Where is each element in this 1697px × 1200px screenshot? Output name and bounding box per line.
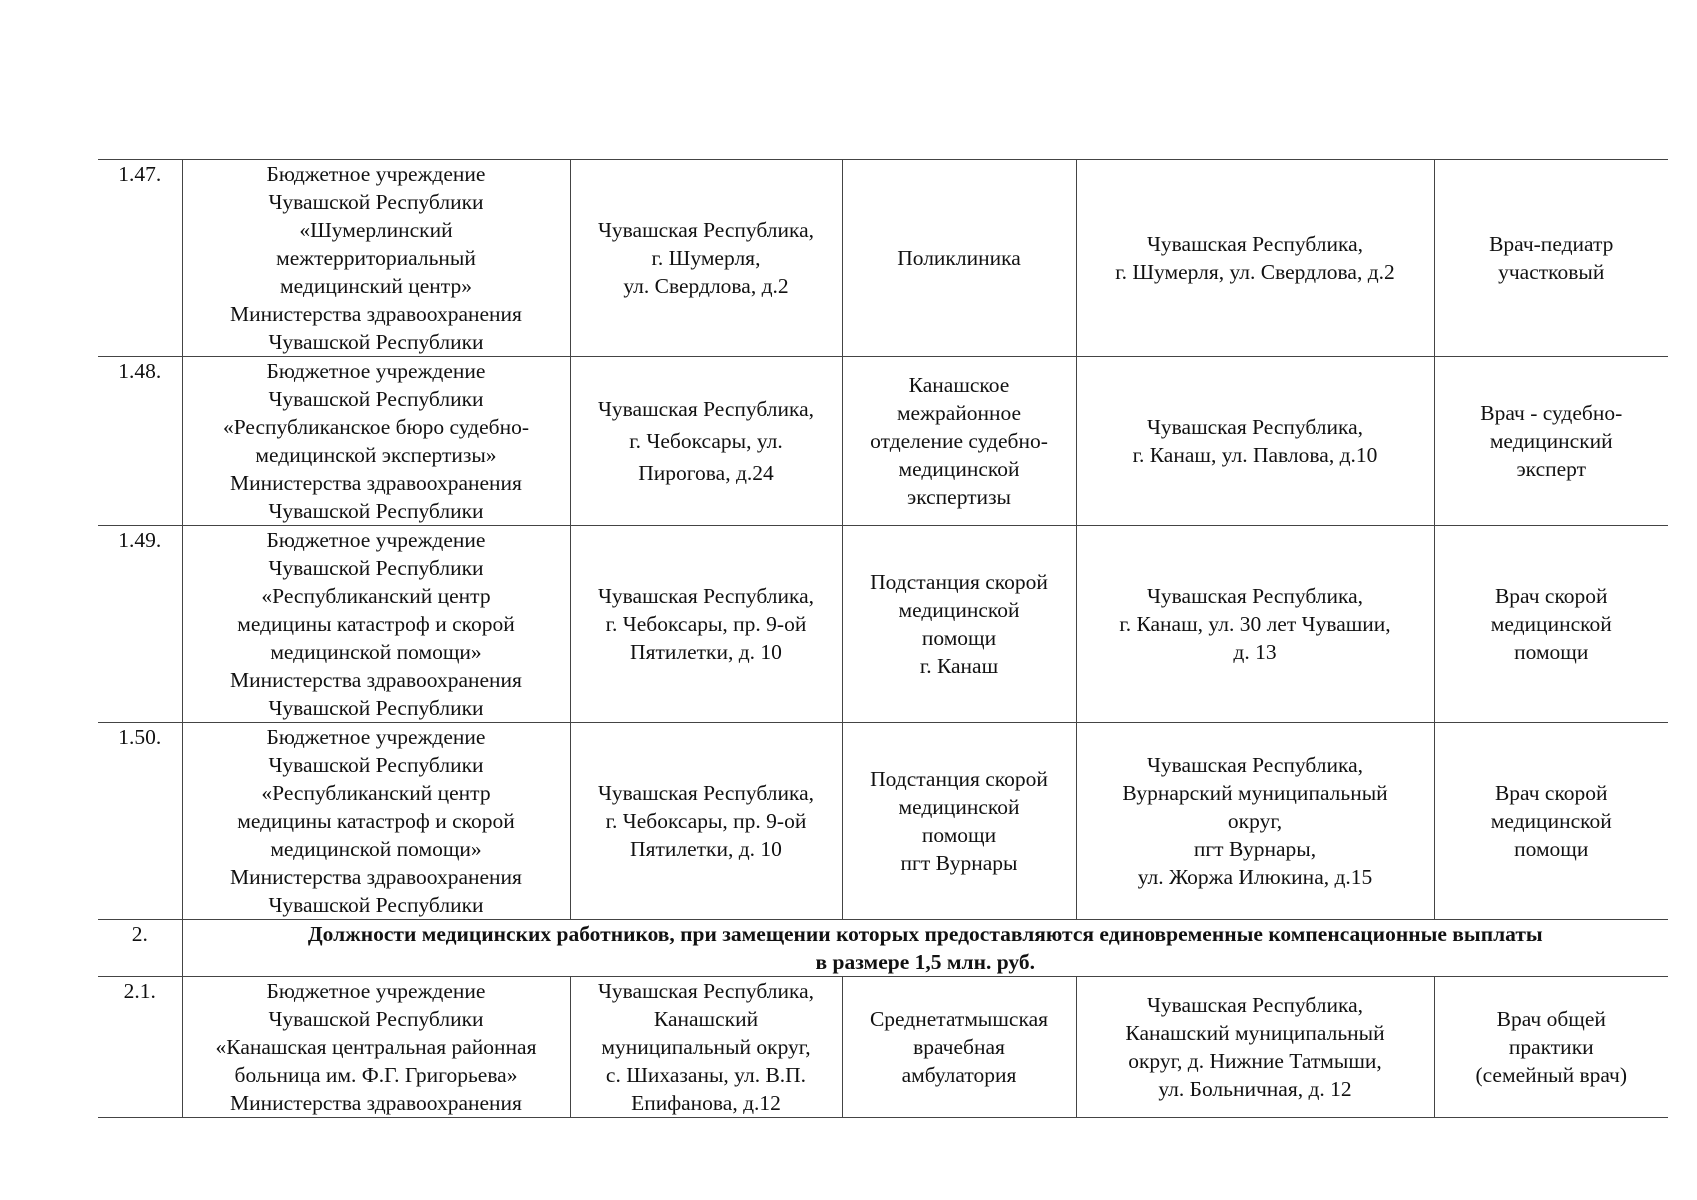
unit-address-cell: Чувашская Республика, Канашский муниципальный округ, д. Нижние Татмыши, ул. Больничная, д. 12 (1076, 977, 1434, 1118)
row-number: 1.48. (98, 357, 182, 526)
institution-cell: Бюджетное учреждение Чувашской Республики «Республиканский центр медицины катастроф и скорой медицинской помощи» Министерства здравоохранения Чувашской Республики (182, 723, 570, 920)
position-cell: Врач общей практики (семейный врач) (1434, 977, 1668, 1118)
position-cell: Врач - судебно- медицинский эксперт (1434, 357, 1668, 526)
table-row (98, 526, 1668, 723)
legal-address-cell: Чувашская Республика, г. Шумерля, ул. Свердлова, д.2 (570, 160, 842, 357)
positions-table (98, 159, 1668, 1118)
unit-address-cell: Чувашская Республика, г. Канаш, ул. Павлова, д.10 (1076, 357, 1434, 526)
unit-cell: Подстанция скорой медицинской помощи пгт Вурнары (842, 723, 1076, 920)
section-row (98, 920, 1668, 977)
unit-cell: Среднетатмышская врачебная амбулатория (842, 977, 1076, 1118)
institution-cell: Бюджетное учреждение Чувашской Республики «Республиканский центр медицины катастроф и скорой медицинской помощи» Министерства здравоохранения Чувашской Республики (182, 526, 570, 723)
unit-address-cell: Чувашская Республика, г. Канаш, ул. 30 лет Чувашии, д. 13 (1076, 526, 1434, 723)
unit-address-cell: Чувашская Республика, г. Шумерля, ул. Свердлова, д.2 (1076, 160, 1434, 357)
table-row (98, 723, 1668, 920)
section-number: 2. (98, 920, 182, 977)
legal-address-cell: Чувашская Республика, Канашский муниципальный округ, с. Шихазаны, ул. В.П. Епифанова, д.12 (570, 977, 842, 1118)
row-number: 1.47. (98, 160, 182, 357)
table-row (98, 160, 1668, 357)
institution-cell: Бюджетное учреждение Чувашской Республики «Канашская центральная районная больница им. Ф.Г. Григорьева» Министерства здравоохранения (182, 977, 570, 1118)
row-number: 1.49. (98, 526, 182, 723)
position-cell: Врач скорой медицинской помощи (1434, 526, 1668, 723)
unit-cell: Канашское межрайонное отделение судебно- медицинской экспертизы (842, 357, 1076, 526)
legal-address-cell: Чувашская Республика, г. Чебоксары, пр. 9-ой Пятилетки, д. 10 (570, 526, 842, 723)
institution-cell: Бюджетное учреждение Чувашской Республики «Республиканское бюро судебно- медицинской экспертизы» Министерства здравоохранения Чувашской Республики (182, 357, 570, 526)
row-number: 2.1. (98, 977, 182, 1118)
section-title: Должности медицинских работников, при замещении которых предоставляются единовременные компенсационные выплаты в размере 1,5 млн. руб. (182, 920, 1668, 977)
legal-address-cell: Чувашская Республика, г. Чебоксары, ул. Пирогова, д.24 (570, 357, 842, 526)
unit-cell: Подстанция скорой медицинской помощи г. Канаш (842, 526, 1076, 723)
table-row (98, 977, 1668, 1118)
unit-address-cell: Чувашская Республика, Вурнарский муниципальный округ, пгт Вурнары, ул. Жоржа Илюкина, д.15 (1076, 723, 1434, 920)
row-number: 1.50. (98, 723, 182, 920)
legal-address-cell: Чувашская Республика, г. Чебоксары, пр. 9-ой Пятилетки, д. 10 (570, 723, 842, 920)
unit-cell: Поликлиника (842, 160, 1076, 357)
position-cell: Врач скорой медицинской помощи (1434, 723, 1668, 920)
position-cell: Врач-педиатр участковый (1434, 160, 1668, 357)
institution-cell: Бюджетное учреждение Чувашской Республики «Шумерлинский межтерриториальный медицинский центр» Министерства здравоохранения Чувашской Республики (182, 160, 570, 357)
table-row (98, 357, 1668, 526)
